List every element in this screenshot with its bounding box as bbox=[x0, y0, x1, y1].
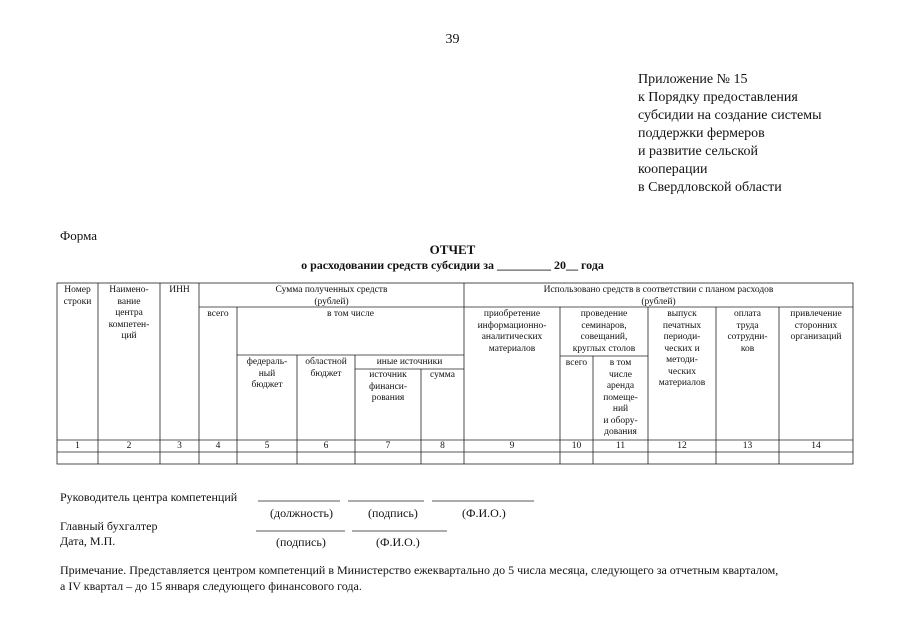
header-inn: ИНН bbox=[169, 285, 190, 295]
note-line: а IV квартал – до 15 января следующего финансового года. bbox=[60, 579, 362, 593]
appendix-line: в Свердловской области bbox=[638, 180, 782, 195]
header-federal-budget: федераль- ный бюджет bbox=[246, 357, 288, 390]
report-title: ОТЧЕТ bbox=[429, 242, 476, 257]
position-caption: (должность) bbox=[270, 506, 333, 520]
signature-caption: (подпись) bbox=[276, 535, 326, 549]
chief-accountant-label: Главный бухгалтер bbox=[60, 519, 158, 533]
head-of-center-label: Руководитель центра компетенций bbox=[60, 490, 238, 504]
header-financing-source: источник финанси- рования bbox=[368, 370, 408, 403]
header-third-party: привлечение сторонних организаций bbox=[790, 309, 842, 342]
column-number: 12 bbox=[677, 441, 687, 451]
header-row-number: Номер строки bbox=[63, 285, 92, 307]
header-seminars-total: всего bbox=[565, 358, 588, 368]
column-number: 9 bbox=[509, 441, 515, 451]
column-number: 3 bbox=[177, 441, 182, 451]
header-amount: сумма bbox=[430, 370, 455, 380]
appendix-line: поддержки фермеров bbox=[638, 126, 765, 141]
column-number: 5 bbox=[264, 441, 270, 451]
column-number: 6 bbox=[323, 441, 329, 451]
full-name-caption: (Ф.И.О.) bbox=[376, 535, 420, 549]
appendix-line: к Порядку предоставления bbox=[638, 90, 798, 105]
header-staff-pay: оплата труда сотрудни- ков bbox=[727, 309, 768, 354]
header-other-sources: иные источники bbox=[376, 357, 443, 367]
header-seminars-including: в том числе аренда помеще- ний и обору- дования bbox=[603, 358, 638, 437]
date-label: Дата, М.П. bbox=[60, 534, 116, 548]
note-line: Примечание. Представляется центром компетенций в Министерство ежеквартально до 5 числа месяца, следующего за отчетным кварталом, bbox=[60, 563, 779, 577]
column-number: 1 bbox=[75, 441, 80, 451]
header-printed-materials: выпуск печатных периоди- ческих и методи- ческих материалов bbox=[658, 309, 706, 388]
form-label: Форма bbox=[60, 228, 97, 243]
header-used-group: Использовано средств в соответствии с планом расходов (рублей) bbox=[543, 285, 774, 307]
header-received-including: в том числе bbox=[327, 309, 374, 319]
signature-caption: (подпись) bbox=[368, 506, 418, 520]
appendix-line: кооперации bbox=[638, 162, 708, 177]
column-number: 4 bbox=[215, 441, 221, 451]
column-number: 14 bbox=[811, 441, 821, 451]
report-subtitle: о расходовании средств субсидии за _________ 20__ года bbox=[301, 258, 604, 272]
appendix-line: Приложение № 15 bbox=[638, 72, 748, 87]
appendix-line: субсидии на создание системы bbox=[638, 108, 822, 123]
column-number: 13 bbox=[742, 441, 753, 451]
column-number: 2 bbox=[126, 441, 132, 451]
header-seminars: проведение семинаров, совещаний, круглых столов bbox=[572, 309, 636, 354]
header-regional-budget: областной бюджет bbox=[305, 357, 347, 379]
column-number: 11 bbox=[615, 441, 626, 451]
header-purchase-info: приобретение информационно- аналитических материалов bbox=[477, 309, 547, 354]
column-number: 7 bbox=[385, 441, 391, 451]
page-number: 39 bbox=[445, 32, 460, 47]
header-received-group: Сумма полученных средств (рублей) bbox=[275, 285, 388, 307]
column-number: 10 bbox=[571, 441, 582, 451]
header-center-name: Наимено- вание центра компетен- ций bbox=[108, 285, 150, 341]
column-number: 8 bbox=[440, 441, 445, 451]
header-received-total: всего bbox=[207, 309, 229, 319]
full-name-caption: (Ф.И.О.) bbox=[462, 506, 506, 520]
appendix-line: и развитие сельской bbox=[638, 144, 758, 159]
